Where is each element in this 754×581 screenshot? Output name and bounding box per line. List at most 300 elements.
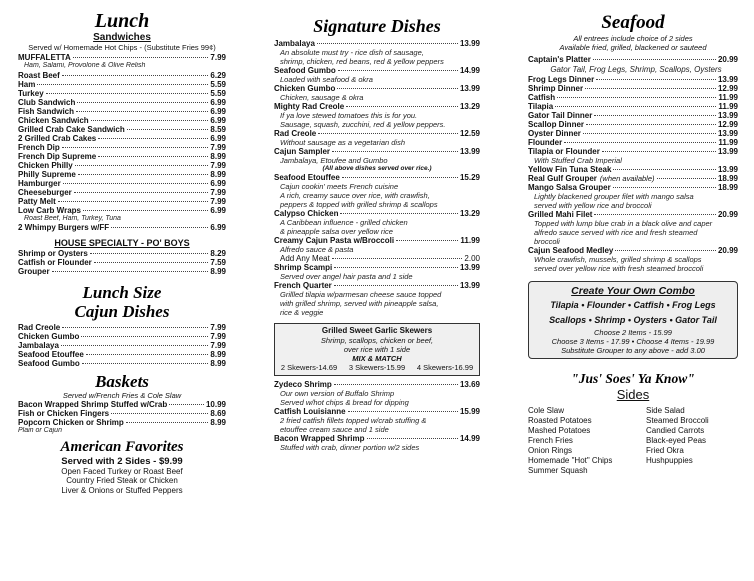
- menu-item-description: peppers & topped with grilled shrimp & scallops: [280, 200, 438, 209]
- menu-item-price: 11.99: [460, 236, 480, 245]
- skewers-desc: over rice with 1 side: [343, 345, 411, 354]
- section-subtitle: Sandwiches: [93, 32, 151, 43]
- menu-item-row: [274, 380, 480, 389]
- menu-item-row: [528, 75, 738, 84]
- menu-item-row: [528, 120, 738, 129]
- menu-item-row: [18, 107, 226, 116]
- menu-item-row: [18, 71, 226, 80]
- menu-item-price: 7.59: [210, 258, 226, 267]
- menu-item-description: Our own version of Buffalo Shrimp: [280, 389, 395, 398]
- sides-list: [528, 406, 738, 476]
- skewer-price: 4 Skewers-16.99: [416, 363, 474, 372]
- menu-item-price: 20.99: [717, 55, 738, 64]
- menu-item-description: shrimp, chicken, red beans, red & yellow peppers: [280, 57, 444, 66]
- menu-item-name: Jambalaya: [274, 39, 315, 48]
- menu-item-row: [18, 143, 226, 152]
- sides-left: [528, 406, 620, 476]
- menu-item-name: Rad Creole: [274, 129, 317, 138]
- dot-leader: [346, 106, 458, 107]
- menu-item-row: [18, 350, 226, 359]
- menu-item-name: Seafood Etouffee: [274, 173, 340, 182]
- combo-price: Choose 3 Items - 17.99 • Choose 4 Items - 19.99: [551, 337, 715, 346]
- menu-item-description: rice & veggie: [280, 308, 324, 317]
- dot-leader: [37, 84, 208, 85]
- menu-item-name: Cheeseburger: [18, 187, 72, 197]
- dot-leader: [557, 97, 716, 98]
- menu-item-name: Catfish: [528, 93, 556, 102]
- menu-item-name: Chicken Philly: [18, 160, 73, 170]
- dot-leader: [583, 133, 716, 134]
- combo-price: Choose 2 Items - 15.99: [594, 328, 672, 337]
- dot-leader: [74, 192, 209, 193]
- menu-item-price: 13.99: [717, 129, 738, 138]
- menu-item-price: 13.99: [717, 147, 738, 156]
- menu-item-row: [528, 165, 738, 174]
- menu-item-price: 6.99: [210, 133, 226, 143]
- section-title-signature: Signature Dishes: [313, 16, 441, 36]
- menu-item-name: Creamy Cajun Pasta w/Broccoli: [274, 236, 395, 245]
- dot-leader: [82, 363, 209, 364]
- menu-item-price: 13.99: [717, 75, 738, 84]
- dot-leader: [63, 183, 209, 184]
- menu-item-price: 6.99: [210, 115, 226, 125]
- dot-leader: [169, 404, 204, 405]
- menu-item-price: 6.99: [210, 178, 226, 188]
- combo-options: Scallops • Shrimp • Oysters • Gator Tail: [549, 315, 717, 325]
- menu-item-description: Roast Beef, Ham, Turkey, Tuna: [24, 214, 121, 222]
- menu-item-price: 11.99: [718, 102, 738, 111]
- menu-item-name: French Quarter: [274, 281, 332, 290]
- menu-item-description: Jambalaya, Etoufee and Gumbo: [280, 156, 388, 165]
- menu-item-name: French Dip Supreme: [18, 151, 97, 161]
- section-title-cajun: Cajun Dishes: [74, 302, 170, 321]
- dot-leader: [334, 267, 458, 268]
- menu-item-price: 2.00: [464, 254, 480, 263]
- menu-item-price: 7.99: [210, 160, 226, 170]
- menu-item-row: [528, 246, 738, 255]
- menu-item-price: 8.99: [210, 169, 226, 179]
- menu-item-price: 8.99: [210, 418, 226, 427]
- menu-item-row: [18, 323, 226, 332]
- menu-item-row: [18, 267, 226, 276]
- menu-item-row: [274, 407, 480, 416]
- menu-item-name: Captain's Platter: [528, 55, 591, 64]
- menu-item-row: [18, 223, 226, 232]
- dot-leader: [338, 70, 458, 71]
- menu-item-description: etouffee cream sauce and 1 side: [280, 425, 389, 434]
- menu-item-description: Sausage, squash, zucchini, red & yellow peppers.: [280, 120, 446, 129]
- menu-item-name: Grilled Crab Cake Sandwich: [18, 124, 125, 134]
- dot-leader: [340, 213, 458, 214]
- menu-item-row: [18, 152, 226, 161]
- menu-item-name: Club Sandwich: [18, 97, 76, 107]
- dot-leader: [46, 93, 209, 94]
- menu-item-name: Fish Sandwich: [18, 106, 75, 116]
- dot-leader: [111, 227, 208, 228]
- menu-item-name: Gator Tail Dinner: [528, 111, 593, 120]
- section-title-baskets: Baskets: [95, 372, 149, 391]
- menu-item-name: Shrimp Dinner: [528, 84, 584, 93]
- menu-item-description: Plain or Cajun: [18, 427, 62, 434]
- menu-item-row: [528, 55, 738, 64]
- section-title-lunch-size: Lunch Size: [82, 283, 162, 302]
- combo-note: Substitute Grouper to any above - add 3.00: [561, 346, 705, 355]
- menu-item-price: 7.99: [210, 196, 226, 206]
- menu-item-price: 13.99: [717, 111, 738, 120]
- menu-item-name: Chicken Sandwich: [18, 115, 89, 125]
- skewer-price: 3 Skewers-15.99: [348, 363, 406, 372]
- menu-item-row: [18, 258, 226, 267]
- combo-options: Tilapia • Flounder • Catfish • Frog Legs: [550, 300, 716, 310]
- menu-item-row: [528, 174, 738, 183]
- section-title-sides: Sides: [616, 387, 650, 402]
- section-note: Served w/ Homemade Hot Chips - (Substitute Fries 99¢): [28, 43, 216, 52]
- menu-item-row: [274, 102, 480, 111]
- dot-leader: [334, 285, 458, 286]
- menu-item-name: Yellow Fin Tuna Steak: [528, 165, 612, 174]
- menu-item-row: [274, 173, 480, 182]
- section-subtitle: Served with 2 Sides - $9.99: [61, 455, 183, 467]
- menu-item-row: [528, 93, 738, 102]
- menu-item-name: Add Any Meat: [280, 254, 330, 263]
- dot-leader: [126, 422, 209, 423]
- side-item: Steamed Broccoli: [646, 416, 709, 425]
- menu-item-name: Bacon Wrapped Shrimp: [274, 434, 365, 443]
- dot-leader: [98, 138, 208, 139]
- menu-item-name: Philly Supreme: [18, 169, 76, 179]
- menu-item-row: [274, 236, 480, 245]
- side-item: Candied Carrots: [646, 426, 705, 435]
- dot-leader: [613, 169, 716, 170]
- column-lunch: [18, 0, 226, 495]
- dot-leader: [613, 187, 716, 188]
- menu-item-name: Cajun Sampler: [274, 147, 331, 156]
- menu-item-row: [528, 111, 738, 120]
- dot-leader: [52, 271, 209, 272]
- menu-item-price: 20.99: [717, 246, 738, 255]
- dot-leader: [127, 129, 209, 130]
- menu-item-price: 13.99: [459, 147, 480, 156]
- menu-item-row: [18, 197, 226, 206]
- menu-item-description: An absolute must try - rice dish of sausage,: [280, 48, 424, 57]
- dot-leader: [342, 177, 458, 178]
- menu-item-row: [528, 138, 738, 147]
- menu-item-price: 8.99: [210, 151, 226, 161]
- dot-leader: [585, 88, 716, 89]
- dot-leader: [98, 156, 208, 157]
- section-title-american: American Favorites: [60, 438, 184, 455]
- dot-leader: [334, 384, 458, 385]
- side-item: Black-eyed Peas: [646, 436, 707, 445]
- menu-item-price: 18.99: [717, 183, 738, 192]
- menu-item-name: Tilapia: [528, 102, 554, 111]
- menu-item-name: Mighty Rad Creole: [274, 102, 345, 111]
- dot-leader: [332, 151, 458, 152]
- menu-item-row: [274, 129, 480, 138]
- dot-leader: [594, 115, 716, 116]
- combo-title: Create Your Own Combo: [571, 285, 695, 297]
- menu-item-name: French Dip: [18, 142, 60, 152]
- menu-item-description: If ya love stewed tomatoes this is for you.: [280, 111, 418, 120]
- menu-item-name: Zydeco Shrimp: [274, 380, 332, 389]
- menu-item-price: 7.99: [210, 53, 226, 62]
- dot-leader: [596, 79, 716, 80]
- menu-item-name: Turkey: [18, 88, 44, 98]
- menu-item-row: [274, 39, 480, 48]
- menu-item-name: Seafood Gumbo: [274, 66, 336, 75]
- menu-item-name: Flounder: [528, 138, 563, 147]
- menu-item-description: Chicken, sausage & okra: [280, 93, 364, 102]
- menu-item-name: Shrimp or Oysters: [18, 249, 88, 258]
- american-item: Country Fried Steak or Chicken: [66, 476, 178, 485]
- menu-item-name: MUFFALETTA: [18, 53, 71, 62]
- menu-item-description: Loaded with seafood & okra: [280, 75, 373, 84]
- dot-leader: [91, 120, 209, 121]
- side-item: French Fries: [528, 436, 573, 445]
- menu-item-price: 14.99: [459, 434, 480, 443]
- menu-item-name: Catfish or Flounder: [18, 258, 92, 267]
- menu-item-price: 14.99: [459, 66, 480, 75]
- side-item: Fried Okra: [646, 446, 684, 455]
- menu-item-row: [528, 210, 738, 219]
- dot-leader: [657, 178, 716, 179]
- menu-item-name: Grilled Mahi Filet: [528, 210, 593, 219]
- menu-item-row: [18, 89, 226, 98]
- dot-leader: [78, 174, 209, 175]
- menu-item-price: 13.99: [717, 165, 738, 174]
- skewers-box: [274, 323, 480, 376]
- menu-item-description: Lightly blackened grouper filet with mango salsa: [534, 192, 694, 201]
- dot-leader: [348, 411, 458, 412]
- dot-leader: [62, 75, 209, 76]
- dot-leader: [318, 133, 458, 134]
- menu-item-price: 5.59: [210, 79, 226, 89]
- menu-item-price: 8.29: [210, 249, 226, 258]
- column-signature: [274, 0, 480, 452]
- menu-item-name: Ham: [18, 79, 36, 89]
- menu-item-description: Alfredo sauce & pasta: [280, 245, 354, 254]
- skewers-title: Grilled Sweet Garlic Skewers: [321, 326, 433, 335]
- menu-item-price: 13.29: [459, 209, 480, 218]
- menu-item-row: [18, 332, 226, 341]
- menu-item-row: [18, 80, 226, 89]
- menu-item-name: Shrimp Scampi: [274, 263, 333, 272]
- skewer-price: 2 Skewers-14.69: [280, 363, 338, 372]
- combo-box: [528, 281, 738, 359]
- menu-item-row: [274, 263, 480, 272]
- menu-item-description: Served w/hot chips & bread for dipping: [280, 398, 409, 407]
- menu-item-description: A rich, creamy sauce over rice, with crawfish,: [280, 191, 430, 200]
- menu-item-description: Cajun cookin' meets French cuisine: [280, 182, 399, 191]
- menu-item-price: 7.99: [210, 142, 226, 152]
- dot-leader: [337, 88, 458, 89]
- menu-item-name: Grouper: [18, 267, 50, 276]
- menu-item-row: [18, 170, 226, 179]
- menu-item-price: 20.99: [717, 210, 738, 219]
- menu-item-row: [528, 84, 738, 93]
- menu-item-description: Grillled tilapia w/parmesan cheese sauce topped: [280, 290, 442, 299]
- dot-leader: [111, 413, 208, 414]
- menu-item-description: A Caribbean influence - grilled chicken: [280, 218, 408, 227]
- menu-item-price: 11.99: [718, 93, 738, 102]
- menu-item-row: [528, 183, 738, 192]
- dot-leader: [90, 253, 209, 254]
- side-item: Cole Slaw: [528, 406, 565, 415]
- menu-item-row: [18, 359, 226, 368]
- menu-item-row: [528, 147, 738, 156]
- menu-item-row: [18, 116, 226, 125]
- menu-item-price: 12.99: [717, 84, 738, 93]
- menu-item-price: 8.99: [210, 267, 226, 276]
- menu-item-price: 11.99: [718, 138, 738, 147]
- dot-leader: [586, 124, 716, 125]
- section-note: All entrees include choice of 2 sides: [573, 34, 693, 43]
- dot-leader: [83, 210, 208, 211]
- menu-item-description: served with yellow rice and broccoli: [534, 201, 652, 210]
- menu-item-description: with grilled shrimp, served with pineapple salsa,: [280, 299, 439, 308]
- menu-item-description: Gator Tail, Frog Legs, Shrimp, Scallops, Oysters: [550, 65, 722, 74]
- dot-leader: [615, 250, 716, 251]
- menu-item-price: 15.29: [459, 173, 480, 182]
- dot-leader: [76, 111, 208, 112]
- menu-item-price: 10.99: [205, 400, 226, 409]
- menu-item-name: Seafood Etouffee: [18, 350, 84, 359]
- menu-item-name: Calypso Chicken: [274, 209, 339, 218]
- menu-item-price: 8.99: [210, 350, 226, 359]
- menu-item-row: [274, 147, 480, 156]
- dot-leader: [73, 57, 209, 58]
- menu-item-price: 8.99: [210, 359, 226, 368]
- menu-item-name: Fish or Chicken Fingers: [18, 409, 110, 418]
- dot-leader: [602, 151, 716, 152]
- menu-item-row: [274, 254, 480, 263]
- menu-item-row: [18, 134, 226, 143]
- menu-item-name: Seafood Gumbo: [18, 359, 80, 368]
- menu-item-row: [18, 53, 226, 62]
- menu-item-price: 5.59: [210, 88, 226, 98]
- column-seafood: [528, 0, 738, 476]
- section-title-seafood: Seafood: [601, 12, 665, 33]
- menu-item-description: alfredo sauce served with rice and fresh steamed: [534, 228, 698, 237]
- section-note: Served w/French Fries & Cole Slaw: [62, 391, 182, 400]
- menu-item-price: 13.99: [459, 263, 480, 272]
- dot-leader: [61, 345, 209, 346]
- menu-item-row: [18, 341, 226, 350]
- menu-item-row: [274, 209, 480, 218]
- skewers-mix: MIX & MATCH: [352, 354, 402, 363]
- menu-item-price: 18.99: [717, 174, 738, 183]
- menu-item-name: Roast Beef: [18, 70, 60, 80]
- menu-item-price: 7.99: [210, 341, 226, 350]
- menu-item-price: 13.29: [459, 102, 480, 111]
- side-item: Homemade "Hot" Chips: [528, 456, 613, 465]
- menu-item-name: Scallop Dinner: [528, 120, 585, 129]
- menu-item-description: broccoli: [534, 237, 560, 246]
- section-title-jus: "Jus' Soes' Ya Know": [571, 371, 695, 386]
- menu-item-row: [528, 129, 738, 138]
- menu-item-row: [274, 84, 480, 93]
- menu-item-price: 6.99: [210, 97, 226, 107]
- menu-item-row: [18, 409, 226, 418]
- menu-item-price: 6.99: [210, 106, 226, 116]
- menu-item-name: Hamburger: [18, 178, 61, 188]
- dot-leader: [593, 59, 716, 60]
- menu-item-name: 2 Grilled Crab Cakes: [18, 133, 97, 143]
- dot-leader: [367, 438, 458, 439]
- menu-item-price: 8.69: [210, 409, 226, 418]
- menu-item-price: 7.99: [210, 187, 226, 197]
- menu-item-name: Rad Creole: [18, 323, 61, 332]
- menu-item-name: Mango Salsa Grouper: [528, 183, 611, 192]
- menu-item-name: 2 Whimpy Burgers w/FF: [18, 223, 110, 232]
- dot-leader: [332, 258, 463, 259]
- menu-item-price: 6.99: [210, 223, 226, 232]
- menu-item-price: 7.99: [210, 323, 226, 332]
- dot-leader: [81, 336, 208, 337]
- menu-item-price: 12.99: [717, 120, 738, 129]
- menu-item-row: [18, 188, 226, 197]
- menu-item-name: Patty Melt: [18, 196, 56, 206]
- menu-item-price: 13.99: [459, 39, 480, 48]
- menu-item-row: [18, 249, 226, 258]
- dot-leader: [86, 354, 209, 355]
- menu-item-name: Real Gulf Grouper: [528, 174, 597, 183]
- dot-leader: [77, 102, 208, 103]
- menu-item-description: With Stuffed Crab Imperial: [534, 156, 622, 165]
- dot-leader: [564, 142, 716, 143]
- dot-leader: [62, 327, 208, 328]
- menu-item-name: Catfish Louisianne: [274, 407, 346, 416]
- section-title-poboys: HOUSE SPECIALTY - PO' BOYS: [54, 238, 190, 248]
- menu-item-name: Bacon Wrapped Shrimp Stuffed w/Crab: [18, 400, 168, 409]
- menu-item-row: [274, 281, 480, 290]
- side-item: Mashed Potatoes: [528, 426, 591, 435]
- menu-item-row: [18, 206, 226, 215]
- side-item: Roasted Potatoes: [528, 416, 592, 425]
- menu-item-price: 8.59: [210, 124, 226, 134]
- menu-item-row: [528, 102, 738, 111]
- american-item: Open Faced Turkey or Roast Beef: [61, 466, 183, 476]
- menu-item-row: [18, 125, 226, 134]
- dot-leader: [396, 240, 458, 241]
- menu-item-row: [274, 66, 480, 75]
- menu-item-note: (when available): [599, 174, 655, 183]
- menu-item-row: [18, 161, 226, 170]
- menu-item-name: Jambalaya: [18, 341, 59, 350]
- menu-item-row: [18, 400, 226, 409]
- menu-item-row: [18, 179, 226, 188]
- sides-right: [620, 406, 738, 476]
- menu-item-name: Oyster Dinner: [528, 129, 581, 138]
- menu-item-name: Low Carb Wraps: [18, 205, 81, 215]
- menu-item-description: Served over angel hair pasta and 1 side: [280, 272, 413, 281]
- menu-item-description: Topped with lump blue crab in a black olive and caper: [534, 219, 713, 228]
- menu-item-price: 12.59: [459, 129, 480, 138]
- dot-leader: [555, 106, 716, 107]
- menu-item-price: 13.99: [459, 281, 480, 290]
- menu-item-price: 13.99: [459, 84, 480, 93]
- menu-item-description: Stuffed with crab, dinner portion w/2 sides: [280, 443, 420, 452]
- section-note: Available fried, grilled, blackened or sauteed: [559, 43, 707, 52]
- menu-item-price: 13.69: [459, 380, 480, 389]
- dot-leader: [75, 165, 209, 166]
- side-item: Summer Squash: [528, 466, 588, 475]
- dot-leader: [58, 201, 209, 202]
- menu-item-description: 2 fried catfish fillets topped w/crab stuffing &: [280, 416, 427, 425]
- menu-item-name: Chicken Gumbo: [18, 332, 80, 341]
- menu-item-description: Whole crawfish, mussels, grilled shrimp & scallops: [534, 255, 702, 264]
- menu-item-name: Cajun Seafood Medley: [528, 246, 614, 255]
